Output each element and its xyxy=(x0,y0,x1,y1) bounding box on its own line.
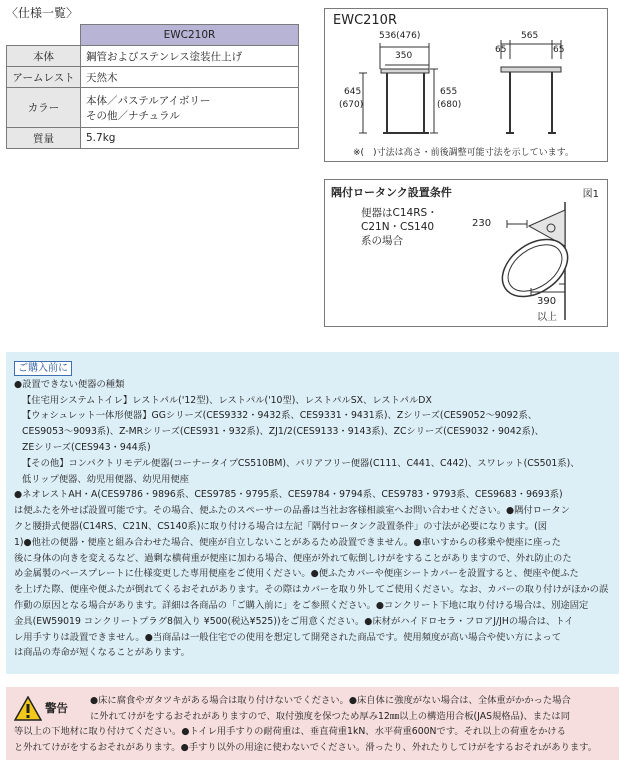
dim-front-left: 65 xyxy=(495,45,507,55)
ewc-diagram-title: EWC210R xyxy=(333,13,397,28)
table-row xyxy=(7,67,299,88)
corner-condition-box xyxy=(324,179,608,327)
warning-line: ●床に腐食やガタツキがある場合は取り付けないでください。●床自体に強度がない場合は、全体重がかかった場合 xyxy=(90,695,571,706)
purchase-line: は便ふたを外せば設置可能です。その場合、便ふたのスペーサーの品番は当社お客様相談室へお問い合わせください。●隅付ロータン xyxy=(14,505,570,517)
table-row xyxy=(7,46,299,67)
ewc-diagram-box xyxy=(324,8,608,162)
dim-390-sub: 以上 xyxy=(537,312,557,323)
condition-line: C21N・CS140 xyxy=(361,221,435,233)
dim-front-right: 65 xyxy=(553,45,565,55)
warning-line: と外れてけがをするおそれがあります。●手すり以外の用途に使わないでください。滑ったり、外れたりしてけがをするおそれがあります。 xyxy=(14,741,598,753)
spec-label: アームレスト xyxy=(7,67,81,88)
dim-height-left-alt: (670) xyxy=(339,100,364,110)
warning-line: に外れてけがをするおそれがありますので、取付強度を保つため厚み12㎜以上の構造用合板(JAS規格品)、または同 xyxy=(90,710,570,722)
dim-side-width: 536(476) xyxy=(379,31,421,41)
spec-value: 鋼管およびステンレス塗装仕上げ xyxy=(81,46,299,67)
purchase-line: は商品の寿命が短くなることがあります。 xyxy=(14,647,190,659)
dim-height-left: 645 xyxy=(344,87,362,97)
table-row xyxy=(7,128,299,149)
purchase-line: クと腰掛式便器(C14RS、C21N、CS140系)に取り付ける場合は左記「隅付ロータンク設置条件」の寸法が必要になります。(図 xyxy=(14,520,548,532)
purchase-line: 【住宅用システムトイレ】レストパル('12型)、レストパル('10型)、レストパルSX、レストパルDX xyxy=(22,394,432,406)
corner-tank-drawing xyxy=(325,180,609,328)
table-row xyxy=(7,88,299,128)
purchase-line: 作動の原因となる場合があります。詳細は各商品の「ご購入前に」をご参照ください。●コンクリート下地に取り付ける場合は、別途固定 xyxy=(14,599,589,611)
spec-label: 本体 xyxy=(7,46,81,67)
before-purchase-section xyxy=(6,352,619,674)
spec-model-header: EWC210R xyxy=(81,25,299,46)
purchase-line: ZEシリーズ(CES943・944系) xyxy=(22,441,151,453)
purchase-line: め金属製のベースプレートに仕様変更した専用便座をご使用ください。●便ふたカバーや便座シートカバーを設置すると、便座や便ふた xyxy=(14,568,579,580)
dim-height-right-alt: (680) xyxy=(437,100,462,110)
condition-line: 便器はC14RS・ xyxy=(361,207,438,219)
purchase-line: ●設置できない便器の種類 xyxy=(14,378,125,390)
spec-value: 5.7kg xyxy=(81,128,299,149)
purchase-line: CES9053〜9093系)、Z-MRシリーズ(CES931・932系)、ZJ1/2(CES9133・9143系)、ZCシリーズ(CES9032・9042系)、 xyxy=(22,426,544,438)
warning-label: 警告 xyxy=(45,700,68,715)
warning-badge xyxy=(14,693,90,724)
purchase-line: 後に身体の向きを変えるなど、過剰な横荷重が便座に加わる場合、便座が外れて転倒しけがをすることがありますので、外れ防止のた xyxy=(14,552,572,564)
purchase-line: 1)●他社の便器・便座と組み合わせた場合、便座が自立しないことがあるため設置できません。●車いすからの移乗や便座に座った xyxy=(14,536,561,548)
corner-condition-title: 隅付ロータンク設置条件 xyxy=(331,186,452,199)
purchase-line: 金具(EW59019 コンクリートプラグ8個入り ¥500(税込¥525))をご用意ください。●床材がハイドロセラ・フロアJ/JHの場合は、トイ xyxy=(14,615,574,627)
ewc-diagram-drawing xyxy=(325,9,609,163)
purchase-line: を上げた際、便座や便ふたが倒れてくるおそれがあります。その際はカバーを取り外してご使用ください。なお、カバーの取り付けがほかの誤 xyxy=(14,584,609,596)
purchase-line: レ用手すりは設置できません。●当商品は一般住宅での使用を想定して開発された商品です。使用頻度が高い場合や使い方によって xyxy=(14,631,562,643)
spec-label: カラー xyxy=(7,88,81,128)
dim-230: 230 xyxy=(472,218,492,229)
before-purchase-heading: ご購入前に xyxy=(14,361,72,376)
purchase-line: 【ウォシュレット一体形便器】GGシリーズ(CES9332・9432系、CES9331・9431系)、Zシリーズ(CES9052〜9092系、 xyxy=(22,410,538,422)
spec-value xyxy=(81,88,299,128)
dim-height-right: 655 xyxy=(440,87,458,97)
spec-label: 質量 xyxy=(7,128,81,149)
spec-corner-cell xyxy=(7,25,81,46)
dim-390: 390 xyxy=(537,296,557,307)
spec-table xyxy=(6,24,299,149)
purchase-line: ●ネオレストAH・A(CES9786・9896系、CES9785・9795系、CES9784・9794系、CES9783・9793系、CES9683・9693系) xyxy=(14,489,563,501)
purchase-line: 低リップ便器、幼児用便器、幼児用便座 xyxy=(22,473,189,485)
spec-value-line: その他／ナチュラル xyxy=(86,109,180,122)
spec-value-line: 本体／パステルアイボリー xyxy=(86,94,211,107)
spec-value: 天然木 xyxy=(81,67,299,88)
spec-title: 〈仕様一覧〉 xyxy=(6,6,79,20)
purchase-line: 【その他】コンパクトリモデル便器(コーナータイプCS510BM)、バリアフリー便器(C111、C441、C442)、スワレット(CS501系)、 xyxy=(22,457,580,469)
dim-side-inner: 350 xyxy=(395,51,413,61)
warning-line: 等以上の下地材に取り付けてください。●トイレ用手すりの耐荷重は、垂直荷重1kN、水平荷重600Nです。それ以上の荷重をかける xyxy=(14,726,566,738)
warning-triangle-icon xyxy=(14,696,42,721)
figure-label: 図1 xyxy=(582,189,599,200)
dimension-note: ※( )寸法は高さ・前後調整可能寸法を示しています。 xyxy=(353,148,574,158)
condition-line: 系の場合 xyxy=(361,235,403,247)
dim-front-width: 565 xyxy=(521,31,539,41)
warning-section xyxy=(6,687,619,760)
